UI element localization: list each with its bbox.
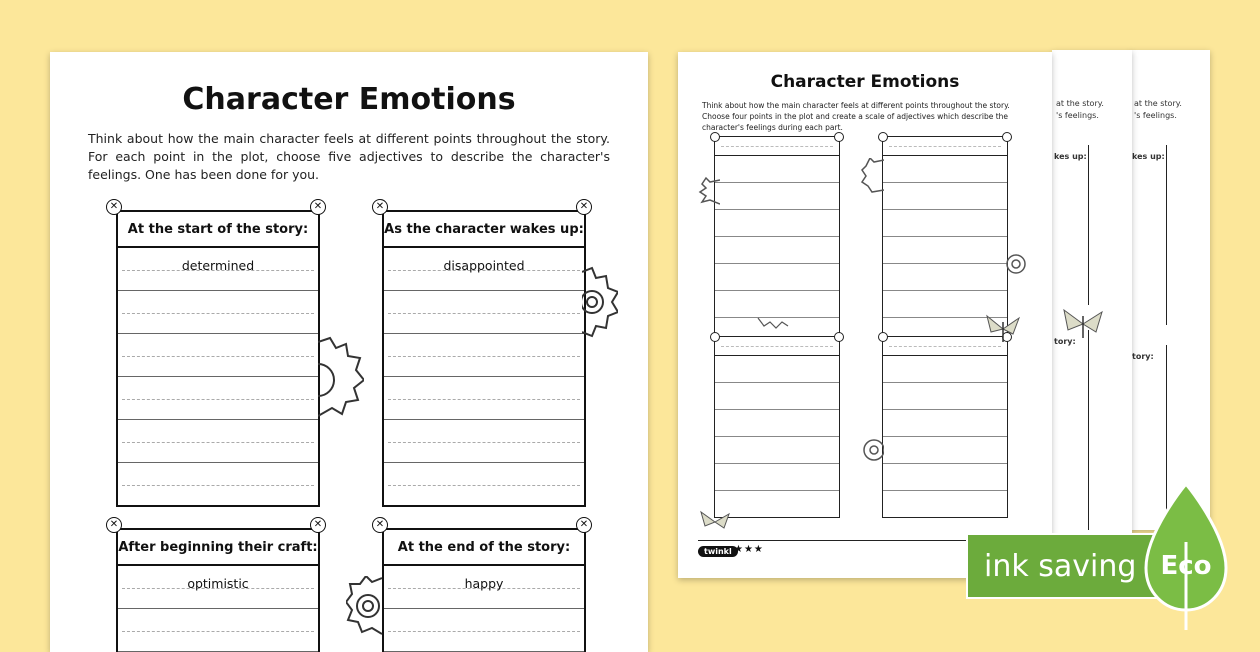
pin-icon [834, 132, 844, 142]
pin-icon [710, 132, 720, 142]
butterfly-icon [983, 312, 1023, 346]
back-text-line2: 's feelings. [1134, 111, 1177, 120]
emotion-card-craft [116, 528, 320, 652]
card-heading: As the character wakes up: [384, 212, 584, 248]
answer-line[interactable] [384, 291, 584, 334]
main-worksheet [50, 52, 648, 652]
card-heading: At the start of the story: [118, 212, 318, 248]
front-worksheet-preview [678, 52, 1052, 578]
gear-icon [860, 158, 884, 194]
gear-icon [1006, 248, 1030, 280]
back-card-bottom [1052, 330, 1089, 530]
back-text-line1: at the story. [1056, 99, 1104, 108]
front-card-1 [714, 136, 840, 345]
ink-saving-label: ink saving [984, 548, 1137, 584]
answer-line[interactable] [118, 420, 318, 463]
instructions-text: Think about how the main character feels at different points throughout the story. For each point in the plot, choose five adjectives to describe the character's feelings. One has been done for you. [88, 131, 610, 182]
gear-icon [318, 334, 364, 424]
gear-icon [698, 176, 720, 206]
answer-line[interactable] [384, 463, 584, 505]
emotion-card-end [382, 528, 586, 652]
page-title: Character Emotions [182, 82, 516, 117]
front-card-3 [714, 336, 840, 518]
example-adjective: disappointed [443, 258, 525, 273]
answer-line[interactable] [118, 609, 318, 652]
card-heading: At the end of the story: [384, 530, 584, 566]
back-card-heading: kes up: [1132, 152, 1165, 161]
butterfly-icon [1058, 306, 1108, 342]
eco-leaf-icon [1142, 482, 1230, 630]
gear-icon [346, 576, 386, 636]
example-adjective: determined [181, 258, 255, 273]
back-worksheet-1 [1052, 50, 1132, 550]
twinkl-logo: twinkl [698, 546, 738, 557]
back-card-top [1052, 145, 1089, 305]
answer-line[interactable] [118, 334, 318, 377]
back-worksheet-2 [1130, 50, 1210, 530]
eco-leaf-label: Eco [1160, 551, 1212, 581]
pin-icon: ✕ [372, 199, 388, 215]
front-card-4 [882, 336, 1008, 518]
answer-line[interactable] [384, 566, 584, 609]
back-text-line2: 's feelings. [1056, 111, 1099, 120]
pin-icon [710, 332, 720, 342]
pin-icon: ✕ [576, 199, 592, 215]
pin-icon: ✕ [372, 517, 388, 533]
answer-line[interactable] [384, 377, 584, 420]
answer-line[interactable] [118, 291, 318, 334]
pin-icon: ✕ [310, 199, 326, 215]
pin-icon: ✕ [310, 517, 326, 533]
answer-line[interactable] [384, 420, 584, 463]
answer-line[interactable] [384, 334, 584, 377]
answer-line[interactable] [118, 566, 318, 609]
pin-icon [878, 332, 888, 342]
answer-line[interactable] [384, 248, 584, 291]
butterfly-icon [698, 508, 732, 534]
gear-icon [860, 432, 884, 468]
ink-saving-badge [966, 533, 1166, 599]
example-adjective: happy [464, 576, 504, 591]
back-card-top [1130, 145, 1167, 325]
gear-icon [582, 266, 618, 338]
back-card-heading: tory: [1054, 337, 1076, 346]
answer-line[interactable] [118, 248, 318, 291]
pin-icon [878, 132, 888, 142]
answer-line[interactable] [118, 463, 318, 505]
emotion-card-wakes [382, 210, 586, 507]
answer-line[interactable] [118, 377, 318, 420]
gear-icon [756, 316, 790, 332]
pin-icon: ✕ [576, 517, 592, 533]
answer-line[interactable] [384, 609, 584, 652]
back-card-heading: tory: [1132, 352, 1154, 361]
pin-icon: ✕ [106, 199, 122, 215]
front-instructions: Think about how the main character feels at different points throughout the story. Choose four points in the plot and create a scale of adjectives which describe the character's feelings during each part. [702, 101, 1010, 132]
star-rating: ★★★ [734, 544, 764, 555]
back-card-heading: kes up: [1054, 152, 1087, 161]
pin-icon [1002, 132, 1012, 142]
back-text-line1: at the story. [1134, 99, 1182, 108]
pin-icon: ✕ [106, 517, 122, 533]
card-heading: After beginning their craft: [118, 530, 318, 566]
front-title: Character Emotions [770, 72, 960, 92]
pin-icon [834, 332, 844, 342]
emotion-card-start [116, 210, 320, 507]
example-adjective: optimistic [187, 576, 249, 591]
